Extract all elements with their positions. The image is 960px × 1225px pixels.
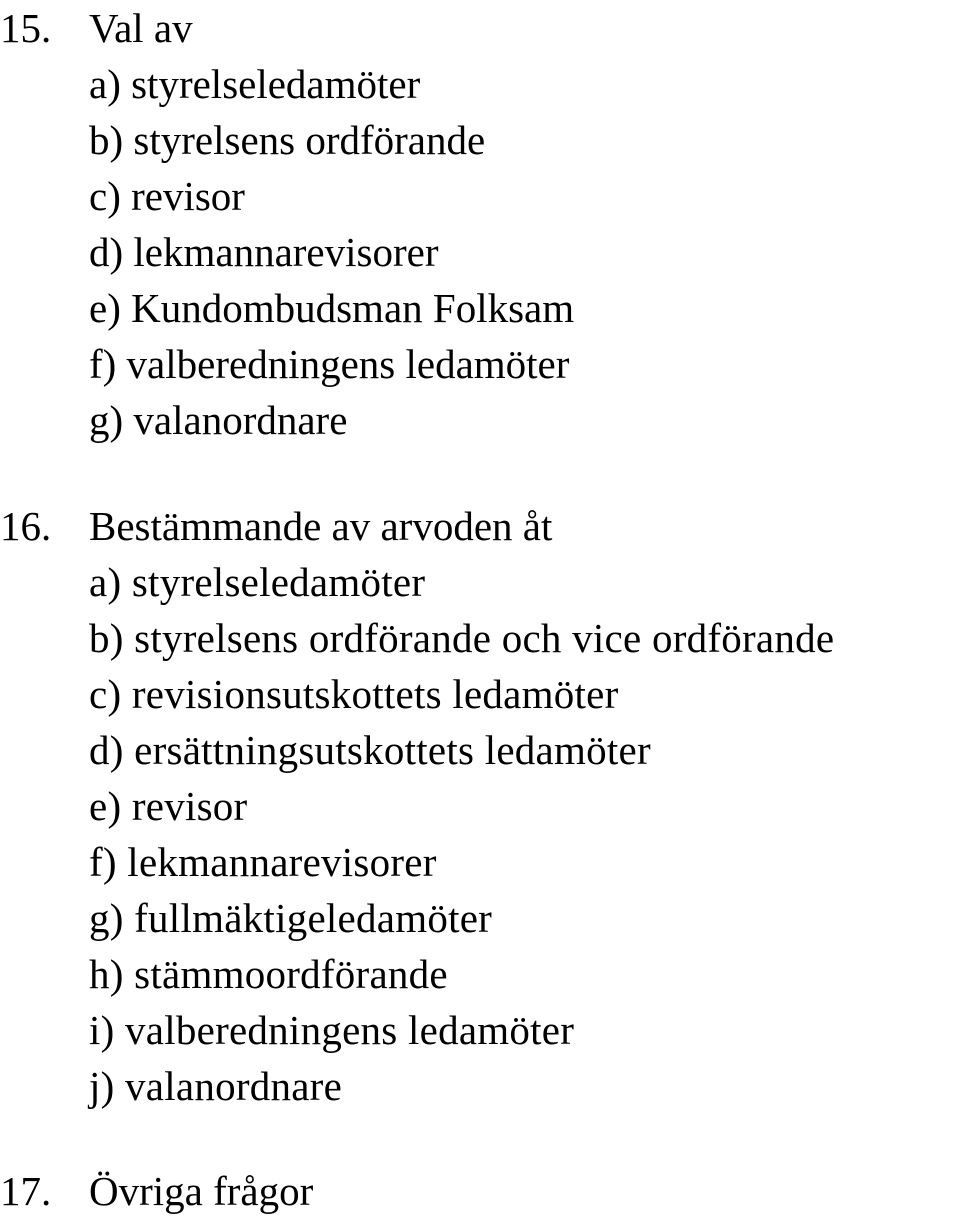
- sub-item: d) ersättningsutskottets ledamöter: [89, 727, 651, 773]
- agenda-item-number: 17.: [0, 1168, 52, 1214]
- agenda-item-title: Övriga frågor: [89, 1168, 314, 1214]
- sub-item: c) revisionsutskottets ledamöter: [89, 671, 619, 717]
- sub-item: g) fullmäktigeledamöter: [89, 895, 493, 941]
- sub-item: g) valanordnare: [89, 397, 348, 443]
- sub-item: c) revisor: [89, 173, 245, 219]
- sub-item: h) stämmoordförande: [89, 951, 448, 997]
- sub-item: j) valanordnare: [89, 1063, 343, 1109]
- sub-item: a) styrelseledamöter: [89, 61, 421, 107]
- agenda-item-title: Bestämmande av arvoden åt: [89, 503, 553, 549]
- sub-item: b) styrelsens ordförande och vice ordförande: [89, 615, 835, 661]
- sub-item: e) Kundombudsman Folksam: [89, 285, 575, 331]
- sub-item: f) lekmannarevisorer: [89, 839, 437, 885]
- agenda-item-15: [0, 0, 960, 448]
- agenda-item-number: 15.: [0, 5, 52, 51]
- agenda-item-title: Val av: [89, 5, 193, 51]
- sub-item: f) valberedningens ledamöter: [89, 341, 570, 387]
- sub-item: a) styrelseledamöter: [89, 559, 426, 605]
- agenda-item-17: [0, 1163, 960, 1219]
- agenda-item-number: 16.: [0, 503, 52, 549]
- sub-item: e) revisor: [89, 783, 248, 829]
- sub-item: d) lekmannarevisorer: [89, 229, 439, 275]
- sub-item: b) styrelsens ordförande: [89, 117, 486, 163]
- sub-item-list: [0, 56, 960, 448]
- sub-item-list: [0, 554, 960, 1114]
- agenda-item-heading: [0, 1163, 960, 1219]
- agenda-item-heading: [0, 498, 960, 554]
- sub-item: i) valberedningens ledamöter: [89, 1007, 575, 1053]
- agenda-item-16: [0, 498, 960, 1114]
- agenda-item-heading: [0, 0, 960, 56]
